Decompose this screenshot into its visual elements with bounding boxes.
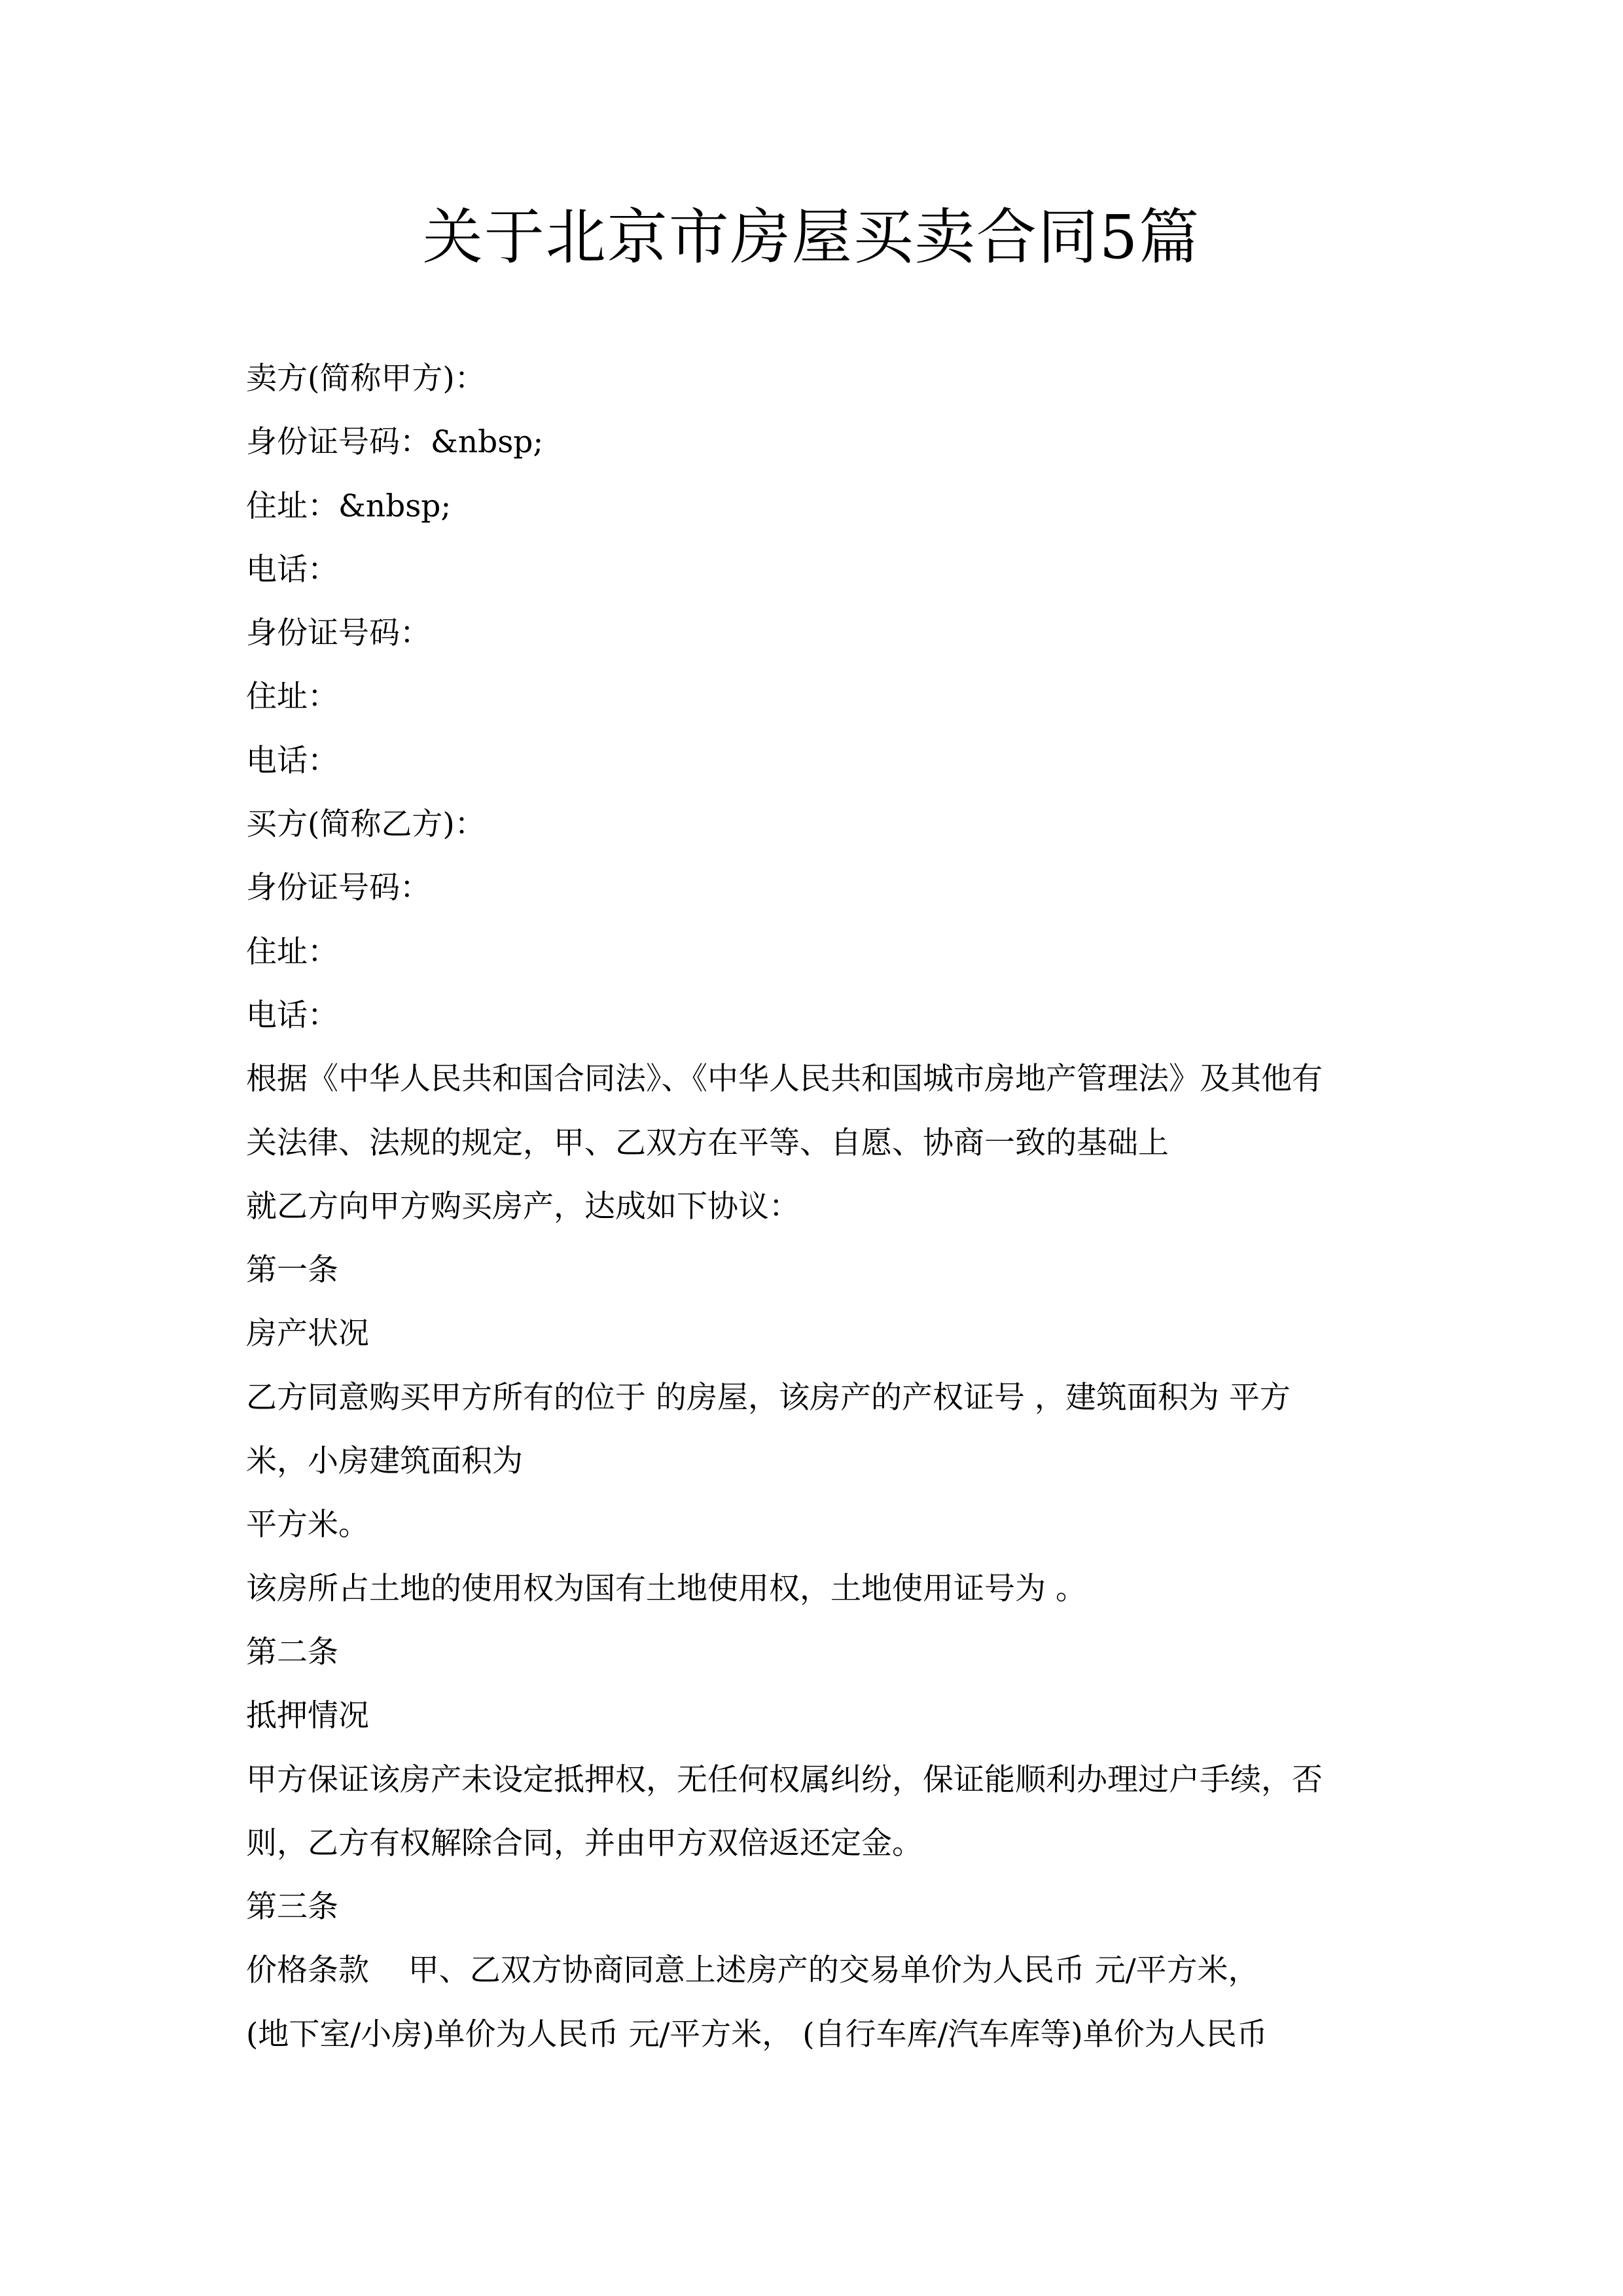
article-1-heading: 第一条 bbox=[246, 1252, 338, 1289]
seller-address: 住址：&nbsp; bbox=[246, 488, 452, 524]
buyer-address: 住址： bbox=[246, 933, 338, 970]
article-2-text-2: 则，乙方有权解除合同，并由甲方双倍返还定金。 bbox=[246, 1825, 923, 1861]
article-1-text-4: 该房所占土地的使用权为国有土地使用权，土地使用证号为 。 bbox=[246, 1570, 1086, 1607]
seller-phone: 电话： bbox=[246, 551, 338, 588]
seller-heading: 卖方(简称甲方)： bbox=[246, 361, 486, 397]
buyer-id-number: 身份证号码： bbox=[246, 870, 431, 906]
article-1-text-2: 米，小房建筑面积为 bbox=[246, 1443, 523, 1480]
seller-address-2: 住址： bbox=[246, 679, 338, 715]
article-1-title: 房产状况 bbox=[246, 1316, 369, 1352]
preamble-line-3: 就乙方向甲方购买房产，达成如下协议： bbox=[246, 1188, 800, 1225]
article-1-text-3: 平方米。 bbox=[246, 1507, 369, 1543]
buyer-heading: 买方(简称乙方)： bbox=[246, 806, 486, 843]
seller-id-number: 身份证号码：&nbsp; bbox=[246, 424, 544, 461]
article-2-title: 抵押情况 bbox=[246, 1698, 369, 1734]
article-3-text-2: (地下室/小房)单价为人民币 元/平方米， (自行车库/汽车库等)单价为人民币 bbox=[246, 2016, 1268, 2053]
preamble-line-1: 根据《中华人民共和国合同法》、《中华人民共和国城市房地产管理法》及其他有 bbox=[246, 1061, 1323, 1098]
article-2-text-1: 甲方保证该房产未设定抵押权，无任何权属纠纷，保证能顺利办理过户手续，否 bbox=[246, 1761, 1323, 1798]
seller-id-number-2: 身份证号码： bbox=[246, 615, 431, 652]
seller-phone-2: 电话： bbox=[246, 742, 338, 779]
article-2-heading: 第二条 bbox=[246, 1634, 338, 1670]
document-body bbox=[246, 347, 1385, 2066]
preamble-line-2: 关法律、法规的规定，甲、乙双方在平等、自愿、协商一致的基础上 bbox=[246, 1124, 1169, 1161]
document-title: 关于北京市房屋买卖合同5篇 bbox=[422, 202, 1201, 272]
article-3-heading: 第三条 bbox=[246, 1889, 338, 1926]
article-1-text-1: 乙方同意购买甲方所有的位于 的房屋，该房产的产权证号 ，建筑面积为 平方 bbox=[246, 1379, 1291, 1416]
article-3-text-1: 价格条款 甲、乙双方协商同意上述房产的交易单价为人民币 元/平方米， bbox=[246, 1952, 1259, 1989]
buyer-phone: 电话： bbox=[246, 997, 338, 1033]
